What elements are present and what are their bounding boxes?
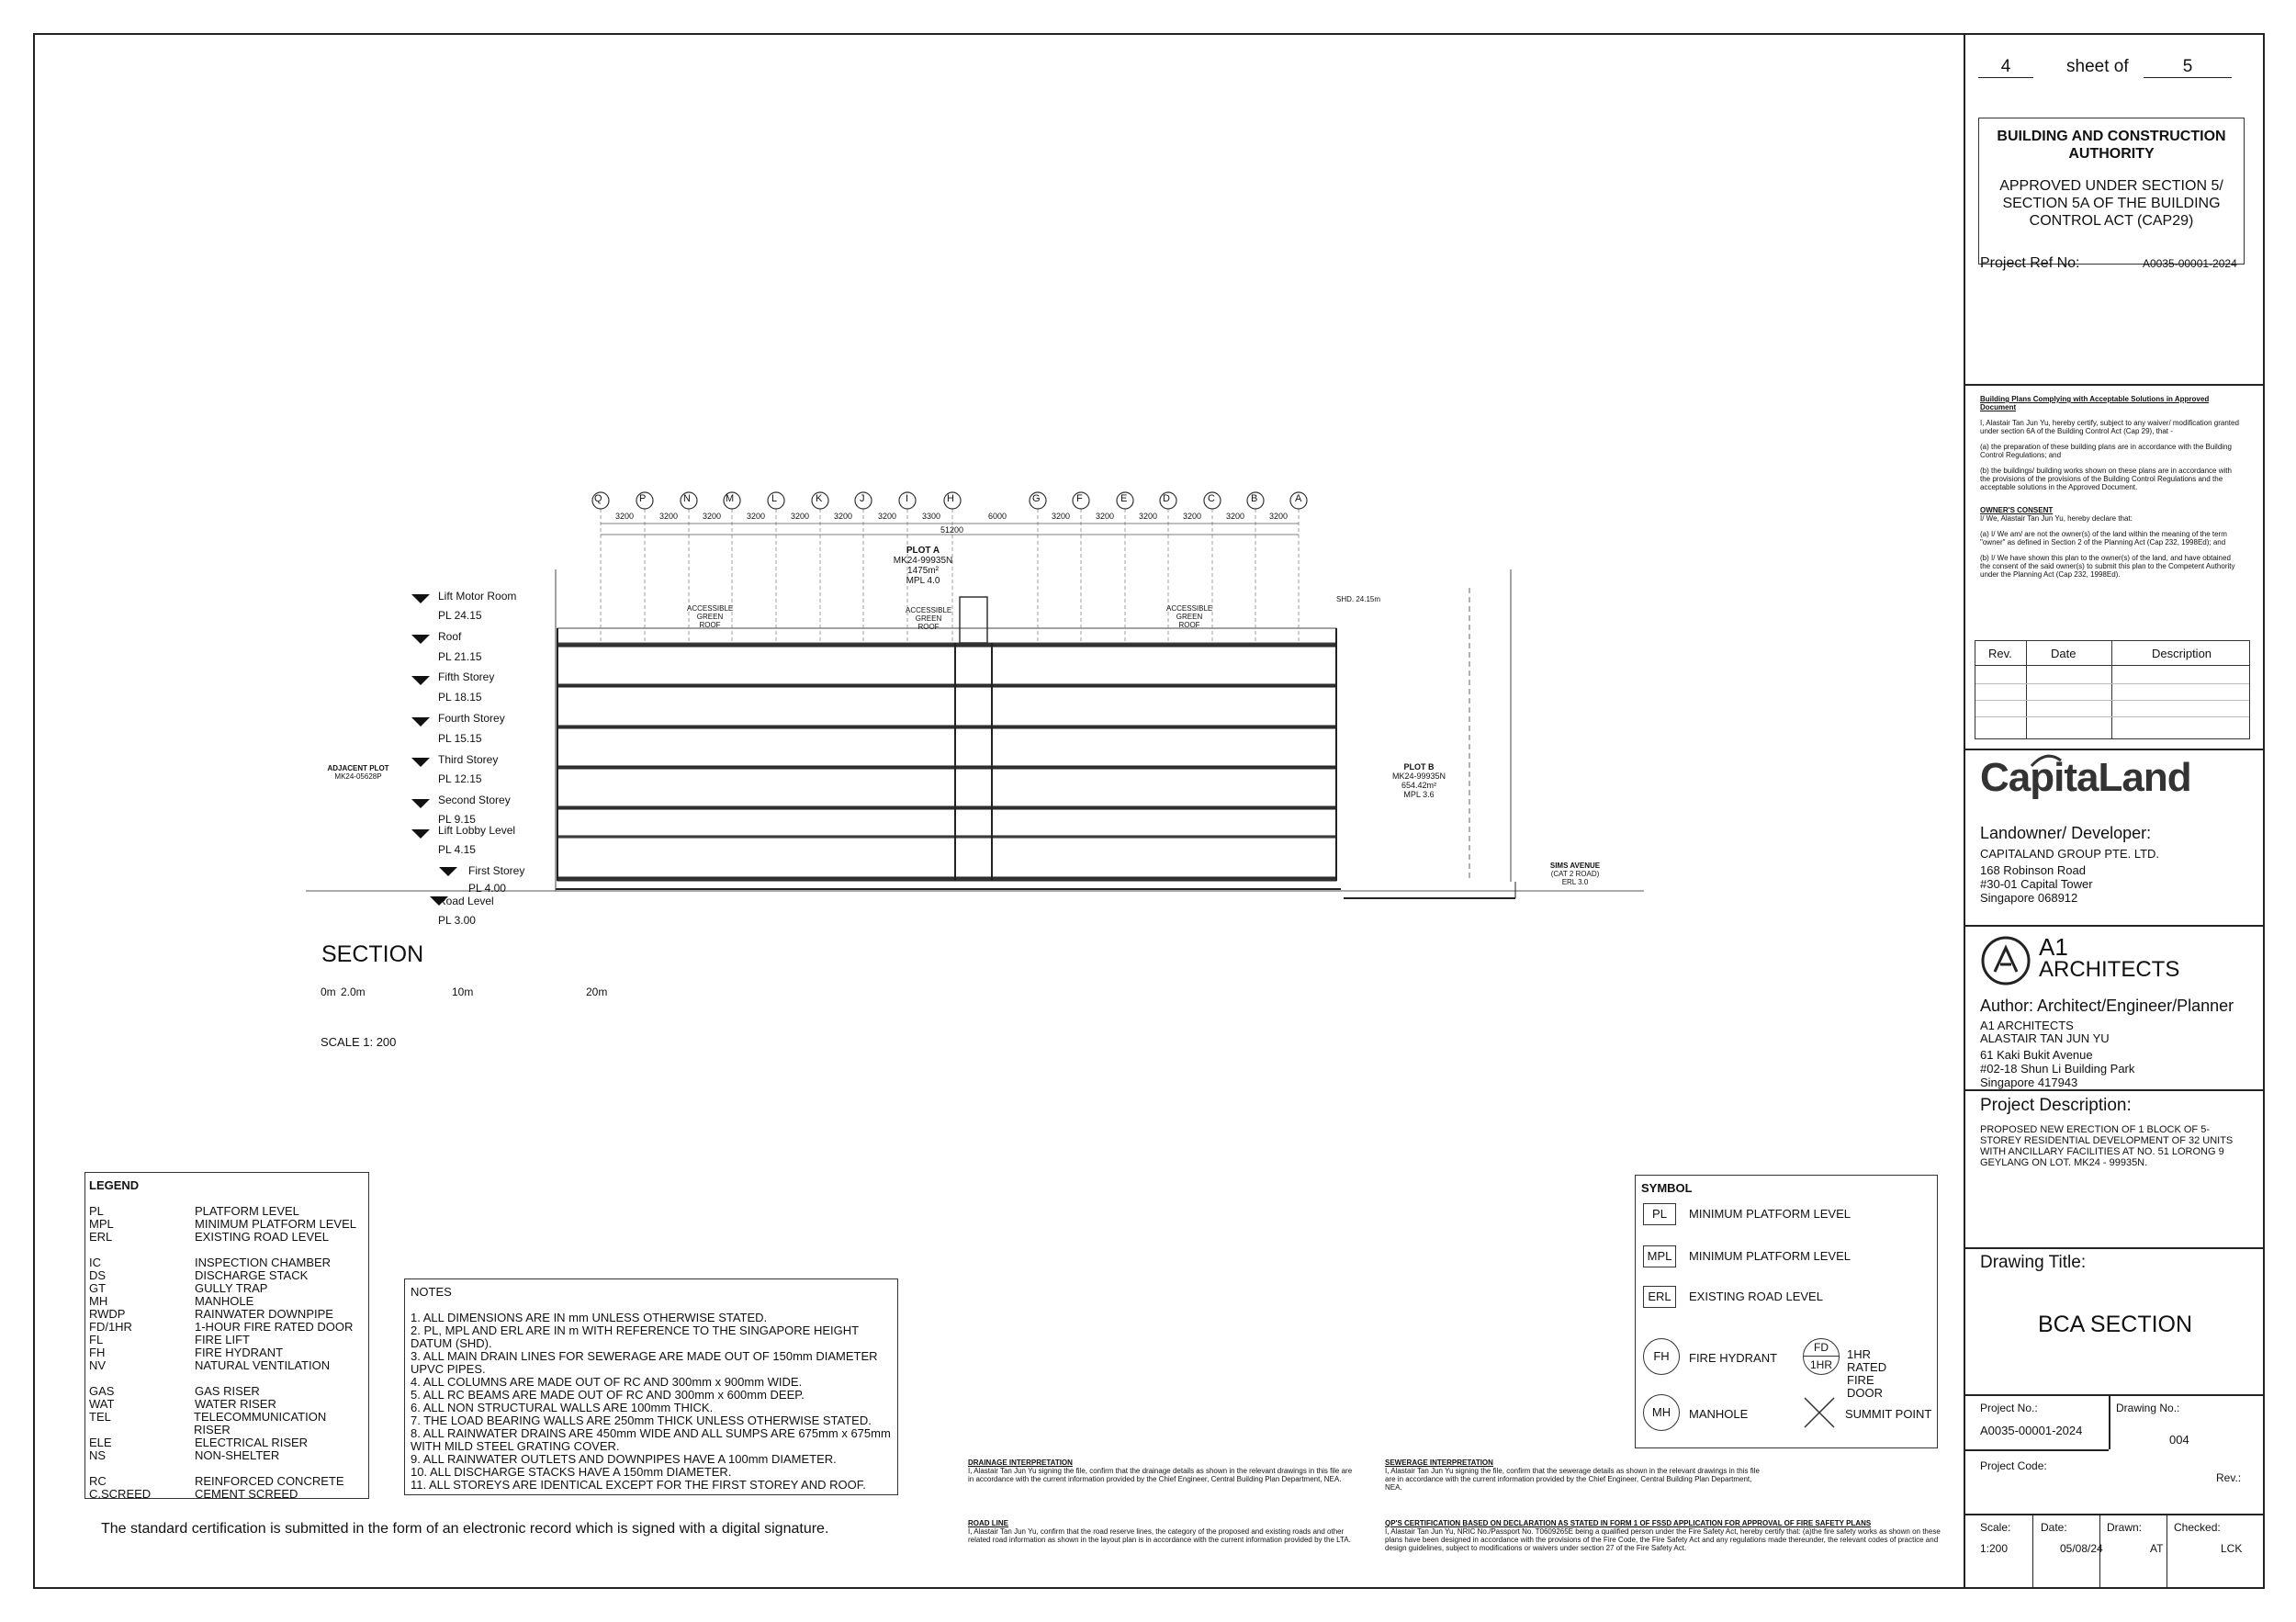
grid-label: A <box>1295 493 1302 504</box>
legend-code: MH <box>89 1294 108 1308</box>
divider <box>1964 384 2265 386</box>
grid-dim: 3200 <box>659 512 679 521</box>
plot-a-area: 1475m² <box>907 566 939 576</box>
legend-code: FD/1HR <box>89 1320 132 1334</box>
legend-code: IC <box>89 1256 101 1269</box>
legend-code: ERL <box>89 1230 113 1244</box>
fd-top: FD <box>1804 1339 1839 1357</box>
scale-tick: 2.0m <box>341 986 366 998</box>
checked-label: Checked: <box>2174 1521 2221 1534</box>
sheet-of-label: sheet of <box>2066 57 2129 76</box>
drawing-title-label: Drawing Title: <box>1980 1253 2087 1272</box>
drainage-title: DRAINAGE INTERPRETATION <box>968 1459 1073 1467</box>
legend-code: NV <box>89 1358 107 1372</box>
legend-code: GAS <box>89 1384 115 1398</box>
fd-bottom: 1HR <box>1809 1358 1832 1371</box>
grid-label: F <box>1076 493 1083 504</box>
erl-symbol-desc: EXISTING ROAD LEVEL <box>1689 1290 1823 1303</box>
grid-label: M <box>726 493 735 504</box>
rev-label: Rev.: <box>2216 1471 2242 1484</box>
scale-tick: 0m <box>321 986 336 998</box>
a1-architects-logo-icon <box>1980 935 2032 986</box>
bca-approval-box <box>1978 118 2245 265</box>
architect-person: ALASTAIR TAN JUN YU <box>1980 1031 2110 1045</box>
legend-code: TEL <box>89 1410 111 1424</box>
owner-name: CAPITALAND GROUP PTE. LTD. <box>1980 847 2160 861</box>
level-name: Second Storey <box>438 794 511 806</box>
legend-desc: RAINWATER DOWNPIPE <box>195 1307 333 1321</box>
grid-dim: 3200 <box>1096 512 1115 521</box>
revision-table <box>1975 640 2250 739</box>
fire-safety-text: I, Alastair Tan Jun Yu, NRIC No./Passport No. T0609265E being a qualified person under the Fire Safety Act, hereby certify that: (a)the fire safety works as shown on these plans have been designed in accordance with the provisions of the Fire Code, the Fire Safety Act and any regulations made thereunder, the relevant codes of practice and design guidelines, subject to modifications or waivers under section 27 of the Fire Safety Act. <box>1385 1527 1941 1552</box>
project-no: A0035-00001-2024 <box>1980 1424 2083 1437</box>
road-category: (CAT 2 ROAD) <box>1550 870 1600 878</box>
sheet-total: 5 <box>2144 57 2232 78</box>
legend-desc: DISCHARGE STACK <box>195 1268 309 1282</box>
legend-desc: CEMENT SCREED <box>195 1487 298 1501</box>
legend-code: DS <box>89 1268 107 1282</box>
digital-signature-statement: The standard certification is submitted in the form of an electronic record which is signed with a digital signature. <box>101 1521 829 1537</box>
authority-title: BUILDING AND CONSTRUCTION AUTHORITY <box>1997 129 2226 162</box>
grid-dim: 3200 <box>1226 512 1245 521</box>
note-line: 8. ALL RAINWATER DRAINS ARE 450mm WIDE AND ALL SUMPS ARE 675mm x 675mm <box>411 1426 891 1440</box>
note-line: 3. ALL MAIN DRAIN LINES FOR SEWERAGE ARE MADE OUT OF 150mm DIAMETER <box>411 1349 878 1363</box>
plot-b-lot: MK24-99935N <box>1391 772 1446 781</box>
project-description: PROPOSED NEW ERECTION OF 1 BLOCK OF 5-STOREY RESIDENTIAL DEVELOPMENT OF 32 UNITS WITH ANCILLARY FACILITIES AT NO. 51 LORONG 9 GEYLANG ON LOT. MK24 - 99935N. <box>1980 1124 2234 1168</box>
level-name: Roof <box>438 630 462 643</box>
legend-code: WAT <box>89 1397 115 1411</box>
level-pl: PL 15.15 <box>438 732 482 745</box>
green-roof-label: ACCESSIBLE GREEN ROOF <box>1166 604 1213 629</box>
plot-a-title: PLOT A <box>906 546 940 556</box>
overall-dim: 51200 <box>940 525 964 535</box>
grid-dim: 3200 <box>878 512 897 521</box>
note-line: 1. ALL DIMENSIONS ARE IN mm UNLESS OTHERWISE STATED. <box>411 1311 768 1324</box>
mpl-symbol: MPL <box>1643 1245 1676 1267</box>
scale-tick: 20m <box>586 986 608 998</box>
grid-label: H <box>947 493 954 504</box>
note-line: 7. THE LOAD BEARING WALLS ARE 250mm THICK UNLESS OTHERWISE STATED. <box>411 1414 872 1427</box>
grid-label: Q <box>594 493 602 504</box>
grid-label: P <box>639 493 647 504</box>
level-pl: PL 4.00 <box>468 882 506 895</box>
note-line: 6. ALL NON STRUCTURAL WALLS ARE 100mm THICK. <box>411 1401 714 1414</box>
legend-code: GT <box>89 1281 107 1295</box>
legend-box <box>84 1172 369 1499</box>
legend-desc: TELECOMMUNICATION RISER <box>194 1410 327 1436</box>
green-roof-label: ACCESSIBLE GREEN ROOF <box>687 604 734 629</box>
grid-label: N <box>683 493 691 504</box>
owner-address-1: 168 Robinson Road <box>1980 863 2086 877</box>
note-line: WITH MILD STEEL GRATING COVER. <box>411 1439 620 1453</box>
divider <box>1964 1247 2265 1249</box>
architect-firm: A1 ARCHITECTS <box>1980 1019 2074 1032</box>
legend-desc: NATURAL VENTILATION <box>195 1358 331 1372</box>
capitaland-logo: CapitaLand <box>1980 755 2191 800</box>
drawing-no: 004 <box>2169 1433 2189 1447</box>
legend-code: FL <box>89 1333 104 1346</box>
legend-code: PL <box>89 1204 104 1218</box>
grid-label: K <box>816 493 823 504</box>
drawn-label: Drawn: <box>2107 1521 2143 1534</box>
symbol-title: SYMBOL <box>1641 1181 1693 1195</box>
owner-address-3: Singapore 068912 <box>1980 891 2078 905</box>
legend-desc: REINFORCED CONCRETE <box>195 1474 344 1488</box>
pl-symbol: PL <box>1643 1203 1676 1225</box>
legend-desc: FIRE HYDRANT <box>195 1346 284 1359</box>
note-line: DATUM (SHD). <box>411 1336 492 1350</box>
plot-a-label <box>882 546 964 586</box>
summit-symbol-desc: SUMMIT POINT <box>1845 1407 1932 1421</box>
project-ref-label: Project Ref No: <box>1980 255 2080 271</box>
owner-consent-heading: OWNER'S CONSENT <box>1980 506 2054 514</box>
legend-desc: PLATFORM LEVEL <box>195 1204 299 1218</box>
level-pl: PL 4.15 <box>438 843 476 856</box>
drainage-cert <box>968 1459 1354 1483</box>
green-roof-label: ACCESSIBLE GREEN ROOF <box>906 606 952 631</box>
note-line: UPVC PIPES. <box>411 1362 486 1376</box>
grid-dim: 3200 <box>791 512 810 521</box>
legend-desc: 1-HOUR FIRE RATED DOOR <box>195 1320 354 1334</box>
legend-desc: NON-SHELTER <box>195 1448 280 1462</box>
grid-label: G <box>1032 493 1041 504</box>
grid-dim: 3200 <box>747 512 766 521</box>
grid-label: E <box>1120 493 1128 504</box>
owner-label: Landowner/ Developer: <box>1980 824 2152 842</box>
drawn-value: AT <box>2150 1542 2164 1555</box>
note-line: 11. ALL STOREYS ARE IDENTICAL EXCEPT FOR THE FIRST STOREY AND ROOF. <box>411 1478 866 1492</box>
manhole-icon: MH <box>1643 1394 1680 1431</box>
plot-b-area: 654.42m² <box>1401 781 1437 790</box>
architect-address-3: Singapore 417943 <box>1980 1076 2078 1089</box>
road-erl: ERL 3.0 <box>1561 878 1589 886</box>
legend-code: RWDP <box>89 1307 126 1321</box>
description-header: Description <box>2152 647 2212 660</box>
road-line-title: ROAD LINE <box>968 1519 1008 1527</box>
road-label <box>1534 862 1616 886</box>
grid-dim: 3200 <box>1139 512 1158 521</box>
mpl-symbol-desc: MINIMUM PLATFORM LEVEL <box>1689 1249 1851 1263</box>
section-title: SECTION <box>321 941 424 967</box>
grid-label: I <box>906 493 909 504</box>
plot-b-label <box>1382 762 1456 799</box>
legend-title: LEGEND <box>89 1178 140 1192</box>
legend-code: ELE <box>89 1436 112 1449</box>
declaration-p1: I, Alastair Tan Jun Yu, hereby certify, subject to any waiver/ modification granted under section 6A of the Building Control Act (Cap 29), that - <box>1980 419 2239 435</box>
legend-code: NS <box>89 1448 107 1462</box>
scale-text: SCALE 1: 200 <box>321 1035 397 1049</box>
erl-symbol: ERL <box>1643 1286 1676 1308</box>
fd-symbol-desc: 1HR RATED FIRE DOOR <box>1847 1347 1887 1400</box>
legend-code: RC <box>89 1474 107 1488</box>
grid-label: B <box>1251 493 1258 504</box>
notes-title: NOTES <box>411 1285 452 1299</box>
fire-door-icon <box>1803 1338 1840 1375</box>
legend-desc: GAS RISER <box>195 1384 260 1398</box>
level-pl: PL 24.15 <box>438 609 482 622</box>
checked-value: LCK <box>2221 1542 2243 1555</box>
legend-desc: INSPECTION CHAMBER <box>195 1256 332 1269</box>
note-line: 5. ALL RC BEAMS ARE MADE OUT OF RC AND 300mm x 600mm DEEP. <box>411 1388 805 1402</box>
symbol-box <box>1635 1175 1938 1448</box>
grid-dim: 3200 <box>834 512 853 521</box>
drawing-no-label: Drawing No.: <box>2116 1402 2180 1414</box>
level-pl: PL 9.15 <box>438 813 476 826</box>
rev-header: Rev. <box>1988 647 2012 660</box>
divider <box>1964 1514 2265 1515</box>
architect-address-1: 61 Kaki Bukit Avenue <box>1980 1048 2093 1062</box>
mh-symbol-desc: MANHOLE <box>1689 1407 1749 1421</box>
grid-label: C <box>1208 493 1215 504</box>
divider <box>1964 1394 2265 1396</box>
level-name: Fifth Storey <box>438 670 495 683</box>
level-name: Lift Motor Room <box>438 590 517 603</box>
approval-text: APPROVED UNDER SECTION 5/ SECTION 5A OF THE BUILDING CONTROL ACT (CAP29) <box>1999 178 2223 229</box>
pl-symbol-desc: MINIMUM PLATFORM LEVEL <box>1689 1207 1851 1221</box>
legend-desc: MANHOLE <box>195 1294 254 1308</box>
date-header: Date <box>2051 647 2077 660</box>
grid-dim: 3200 <box>1052 512 1071 521</box>
summit-point-icon <box>1803 1396 1836 1429</box>
road-name: SIMS AVENUE <box>1549 862 1601 870</box>
level-name: Road Level <box>438 895 494 907</box>
fire-safety-cert <box>1385 1519 1945 1552</box>
note-line: 4. ALL COLUMNS ARE MADE OUT OF RC AND 300mm x 900mm WIDE. <box>411 1375 803 1389</box>
sheet-number: 4 <box>1978 57 2033 78</box>
legend-desc: FIRE LIFT <box>195 1333 250 1346</box>
shd-label: SHD. 24.15m <box>1336 595 1381 603</box>
level-pl: PL 21.15 <box>438 650 482 663</box>
project-description-label: Project Description: <box>1980 1096 2132 1115</box>
divider <box>1964 1449 2109 1451</box>
grid-dim: 3200 <box>1269 512 1289 521</box>
fh-symbol-desc: FIRE HYDRANT <box>1689 1351 1778 1365</box>
road-line-text: I, Alastair Tan Jun Yu, confirm that the road reserve lines, the category of the proposed and existing roads and other related road information as shown in the layout plan is in accordance with the current information provided by the LTA. <box>968 1527 1351 1544</box>
declaration-heading: Building Plans Complying with Acceptable Solutions in Approved Document <box>1980 395 2210 411</box>
legend-desc: MINIMUM PLATFORM LEVEL <box>195 1217 357 1231</box>
level-name: Lift Lobby Level <box>438 824 516 837</box>
drawing-title: BCA SECTION <box>2037 1312 2193 1337</box>
fire-hydrant-icon: FH <box>1643 1338 1680 1375</box>
sewerage-title: SEWERAGE INTERPRETATION <box>1385 1459 1493 1467</box>
project-ref-value: A0035-00001-2024 <box>2143 257 2237 270</box>
level-pl: PL 12.15 <box>438 772 482 785</box>
architect-address-2: #02-18 Shun Li Building Park <box>1980 1062 2135 1076</box>
owner-address-2: #30-01 Capital Tower <box>1980 877 2093 891</box>
legend-desc: ELECTRICAL RISER <box>195 1436 309 1449</box>
scale-label: Scale: <box>1980 1521 2011 1534</box>
divider <box>1964 749 2265 750</box>
sewerage-cert <box>1385 1459 1771 1492</box>
fire-safety-title: QP'S CERTIFICATION BASED ON DECLARATION AS STATED IN FORM 1 OF FSSD APPLICATION FOR APPROVAL OF FIRE SAFETY PLANS <box>1385 1519 1872 1527</box>
legend-desc: WATER RISER <box>195 1397 276 1411</box>
declaration-p3: (b) the buildings/ building works shown on these plans are in accordance with the provisions of the provisions of the Building Control Regulations and the acceptable solutions in the Approved Document. <box>1980 467 2232 491</box>
level-name: Fourth Storey <box>438 712 505 725</box>
plot-a-mpl: MPL 4.0 <box>906 576 940 586</box>
plot-b-mpl: MPL 3.6 <box>1403 790 1435 799</box>
adjacent-plot-label <box>317 764 400 781</box>
owner-consent-p3: (b) I/ We have shown this plan to the owner(s) of the land, and have obtained the consent of the said owner(s) to submit this plan to the Competent Authority under the Planning Act (Cap 232, 1998Ed). <box>1980 554 2235 579</box>
declaration-block <box>1980 395 2243 579</box>
owner-consent-p1: I/ We, Alastair Tan Jun Yu, hereby declare that: <box>1980 514 2133 523</box>
legend-code: C.SCREED <box>89 1487 152 1501</box>
declaration-p2: (a) the preparation of these building plans are in accordance with the Building Control Regulations; and <box>1980 443 2232 459</box>
architect-logo-line1: A1 <box>2039 933 2068 961</box>
sewerage-text: I, Alastair Tan Jun Yu signing the file, confirm that the sewerage details as shown in the relevant drawings in this file are in accordance with the current information provided by the Chief Engineer, Central Building Plan Department, NEA. <box>1385 1467 1760 1492</box>
level-pl: PL 3.00 <box>438 914 476 927</box>
level-pl: PL 18.15 <box>438 691 482 704</box>
level-name: First Storey <box>468 864 525 877</box>
divider <box>1964 925 2265 927</box>
divider <box>1964 1089 2265 1091</box>
owner-consent-p2: (a) I/ We am/ are not the owner(s) of the land within the meaning of the term "owner" as defined in Section 2 of the Planning Act (Cap 232, 1998Ed); and <box>1980 530 2227 546</box>
project-no-label: Project No.: <box>1980 1402 2038 1414</box>
level-name: Third Storey <box>438 753 499 766</box>
road-line-cert <box>968 1519 1354 1544</box>
grid-dim: 3300 <box>922 512 941 521</box>
drainage-text: I, Alastair Tan Jun Yu signing the file, confirm that the drainage details as shown in the relevant drawings in this file are in accordance with the current information provided by the Chief Engineer, Central Building Plan Department, NEA. <box>968 1467 1353 1483</box>
architect-label: Author: Architect/Engineer/Planner <box>1980 997 2234 1015</box>
architect-logo-line2: ARCHITECTS <box>2039 957 2180 982</box>
notes-box <box>404 1278 898 1495</box>
adjacent-plot-lot: MK24-05628P <box>334 772 382 781</box>
grid-dim: 3200 <box>1183 512 1202 521</box>
grid-dim: 6000 <box>988 512 1007 521</box>
grid-label: D <box>1163 493 1170 504</box>
date-label: Date: <box>2041 1521 2067 1534</box>
scale-tick: 10m <box>452 986 474 998</box>
adjacent-plot-title: ADJACENT PLOT <box>327 764 389 772</box>
legend-desc: EXISTING ROAD LEVEL <box>195 1230 329 1244</box>
grid-label: J <box>860 493 865 504</box>
capitaland-logo-swoosh-icon <box>2030 753 2063 770</box>
note-line: 10. ALL DISCHARGE STACKS HAVE A 150mm DIAMETER. <box>411 1465 732 1479</box>
title-block-divider <box>1964 33 1965 1589</box>
grid-dim: 3200 <box>615 512 635 521</box>
grid-label: L <box>771 493 778 504</box>
date-value: 05/08/24 <box>2060 1542 2103 1555</box>
plot-b-title: PLOT B <box>1403 762 1435 772</box>
note-line: 2. PL, MPL AND ERL ARE IN m WITH REFERENCE TO THE SINGAPORE HEIGHT <box>411 1324 860 1337</box>
project-code-label: Project Code: <box>1980 1459 2047 1472</box>
note-line: 9. ALL RAINWATER OUTLETS AND DOWNPIPES HAVE A 100mm DIAMETER. <box>411 1452 837 1466</box>
legend-desc: GULLY TRAP <box>195 1281 268 1295</box>
scale-value: 1:200 <box>1980 1542 2009 1555</box>
grid-dim: 3200 <box>703 512 722 521</box>
plot-a-lot: MK24-99935N <box>893 556 953 566</box>
legend-code: FH <box>89 1346 106 1359</box>
legend-code: MPL <box>89 1217 114 1231</box>
